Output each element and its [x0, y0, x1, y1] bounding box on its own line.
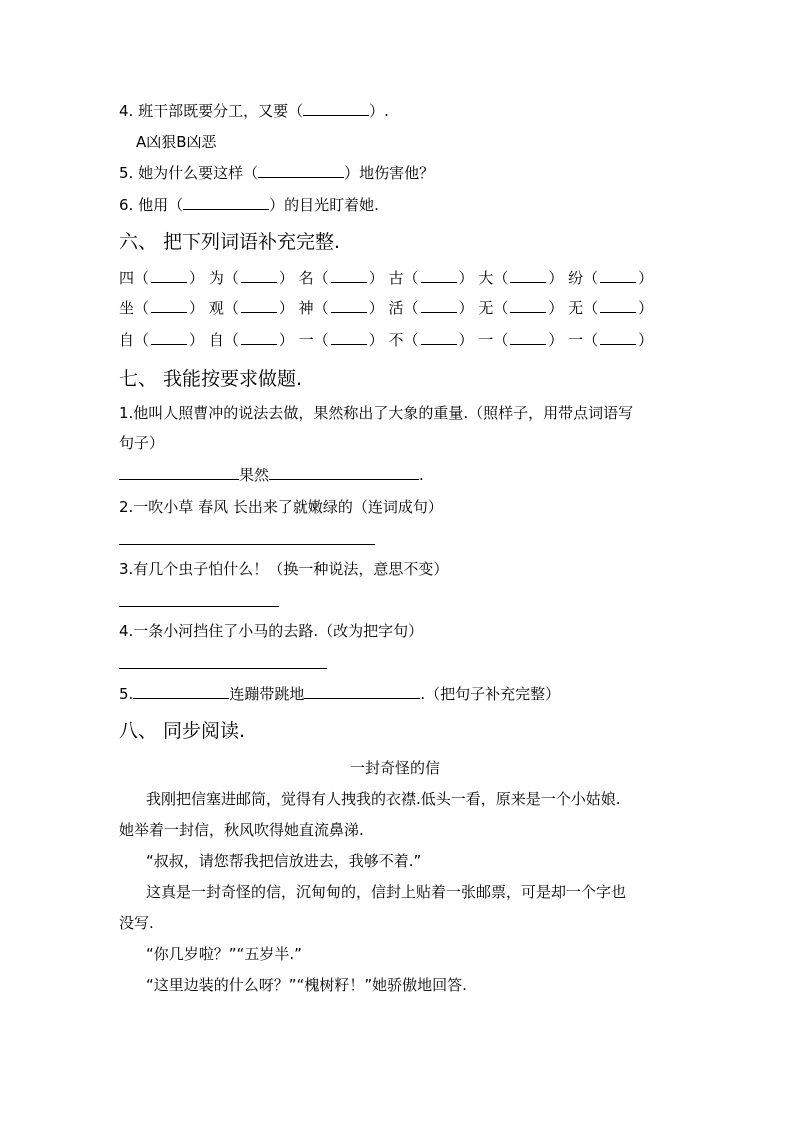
fill-blank[interactable] — [510, 330, 546, 345]
fill-char: 大 — [478, 269, 494, 287]
answer-line[interactable] — [119, 668, 327, 669]
story-p3-line1: 这真是一封奇怪的信，沉甸甸的，信封上贴着一张邮票，可是却一个字也 — [146, 883, 627, 901]
section-8-title: 八、 同步阅读. — [119, 720, 246, 742]
s7-item1-mid: 果然 — [239, 466, 270, 484]
q6-text-before: 6. 他用（ — [119, 196, 184, 214]
s7-item1-line1: 1.他叫人照曹冲的说法去做，果然称出了大象的重量.（照样子，用带点词语写 — [119, 404, 634, 422]
paren-close: ） — [458, 331, 474, 349]
paren-open: （ — [493, 299, 509, 317]
fill-char: 坐 — [119, 299, 135, 317]
fill-row-3 — [119, 330, 653, 350]
paren-open: （ — [493, 269, 509, 287]
section-7-title: 七、 我能按要求做题. — [119, 368, 303, 390]
paren-close: ） — [189, 331, 205, 349]
paren-open: （ — [583, 331, 599, 349]
paren-open: （ — [134, 299, 150, 317]
s7-item3: 3.有几个虫子怕什么！（换一种说法，意思不变） — [119, 560, 449, 578]
answer-line[interactable] — [119, 544, 375, 545]
fill-blank[interactable] — [510, 268, 546, 283]
paren-open: （ — [583, 269, 599, 287]
paren-close: ） — [368, 269, 384, 287]
fill-char: 为 — [208, 269, 224, 287]
q5-text-after: ）地伤害他？ — [344, 164, 435, 182]
s7-item4: 4.一条小河挡住了小马的去路.（改为把字句） — [119, 622, 424, 640]
fill-char: 神 — [298, 299, 314, 317]
fill-char: 一 — [568, 331, 584, 349]
fill-blank[interactable] — [151, 330, 187, 345]
paren-open: （ — [223, 269, 239, 287]
fill-blank[interactable] — [421, 268, 457, 283]
paren-close: ） — [458, 299, 474, 317]
q6-text-after: ）的目光盯着她. — [269, 196, 379, 214]
paren-open: （ — [403, 269, 419, 287]
paren-close: ） — [189, 269, 205, 287]
story-p3-line2: 没写. — [119, 914, 154, 932]
story-p5: “这里边装的什么呀？”“槐树籽！”她骄傲地回答. — [146, 976, 467, 994]
fill-char: 无 — [568, 299, 584, 317]
fill-char: 自 — [119, 331, 135, 349]
story-title: 一封奇怪的信 — [350, 759, 441, 777]
paren-close: ） — [278, 299, 294, 317]
s7-item1-line2: 句子） — [119, 434, 165, 452]
answer-blank[interactable] — [119, 465, 239, 480]
s7-item1-answer — [119, 465, 424, 485]
paren-open: （ — [134, 269, 150, 287]
paren-close: ） — [278, 331, 294, 349]
fill-char: 自 — [208, 331, 224, 349]
fill-blank[interactable] — [421, 330, 457, 345]
fill-char: 纷 — [568, 269, 584, 287]
paren-close: ） — [368, 299, 384, 317]
answer-line[interactable] — [119, 606, 279, 607]
fill-row-2 — [119, 298, 653, 318]
fill-blank[interactable] — [331, 330, 367, 345]
question-4 — [119, 101, 389, 121]
question-5 — [119, 163, 434, 183]
paren-close: ） — [548, 331, 564, 349]
paren-close: ） — [368, 331, 384, 349]
q5-text-before: 5. 她为什么要这样（ — [119, 164, 259, 182]
fill-blank[interactable] — [151, 298, 187, 313]
q5-answer-blank[interactable] — [258, 163, 344, 178]
paren-close: ） — [189, 299, 205, 317]
paren-open: （ — [403, 331, 419, 349]
q4-options: A凶狠B凶恶 — [136, 133, 217, 151]
paren-close: ） — [548, 299, 564, 317]
s7-item1-end: . — [419, 466, 424, 484]
fill-blank[interactable] — [241, 298, 277, 313]
fill-blank[interactable] — [600, 330, 636, 345]
question-6 — [119, 195, 379, 215]
fill-blank[interactable] — [151, 268, 187, 283]
paren-open: （ — [403, 299, 419, 317]
story-p4: “你几岁啦？”“五岁半.” — [146, 945, 302, 963]
fill-blank[interactable] — [331, 268, 367, 283]
fill-char: 名 — [298, 269, 314, 287]
paren-open: （ — [223, 299, 239, 317]
paren-open: （ — [313, 331, 329, 349]
paren-open: （ — [493, 331, 509, 349]
paren-close: ） — [638, 299, 654, 317]
fill-char: 观 — [208, 299, 224, 317]
story-p1-line1: 我刚把信塞进邮筒，觉得有人拽我的衣襟.低头一看，原来是一个小姑娘. — [146, 790, 621, 808]
paren-close: ） — [548, 269, 564, 287]
fill-row-1 — [119, 268, 653, 288]
story-p2: “叔叔，请您帮我把信放进去，我够不着.” — [146, 852, 422, 870]
q4-text-before: 4. 班干部既要分工，又要（ — [119, 102, 304, 120]
fill-blank[interactable] — [241, 268, 277, 283]
fill-blank[interactable] — [241, 330, 277, 345]
fill-blank[interactable] — [600, 298, 636, 313]
q4-answer-blank[interactable] — [303, 101, 369, 116]
fill-blank[interactable] — [421, 298, 457, 313]
fill-blank[interactable] — [331, 298, 367, 313]
fill-char: 一 — [298, 331, 314, 349]
fill-char: 一 — [478, 331, 494, 349]
answer-blank[interactable] — [133, 684, 229, 699]
paren-open: （ — [134, 331, 150, 349]
paren-open: （ — [223, 331, 239, 349]
fill-blank[interactable] — [510, 298, 546, 313]
fill-blank[interactable] — [600, 268, 636, 283]
answer-blank[interactable] — [269, 465, 419, 480]
s7-item2: 2.一吹小草 春风 长出来了就嫩绿的（连词成句） — [119, 498, 443, 516]
paren-close: ） — [638, 269, 654, 287]
fill-char: 无 — [478, 299, 494, 317]
s7-item5-end: .（把句子补充完整） — [420, 685, 561, 703]
answer-blank[interactable] — [304, 684, 420, 699]
paren-close: ） — [638, 331, 654, 349]
s7-item5-mid: 连蹦带跳地 — [229, 685, 305, 703]
paren-close: ） — [458, 269, 474, 287]
fill-char: 活 — [388, 299, 404, 317]
fill-char: 古 — [388, 269, 404, 287]
q4-text-after: ）. — [369, 102, 389, 120]
fill-char: 四 — [119, 269, 135, 287]
paren-open: （ — [583, 299, 599, 317]
paren-close: ） — [278, 269, 294, 287]
story-p1-line2: 她举着一封信，秋风吹得她直流鼻涕. — [119, 821, 364, 839]
s7-item5-start: 5. — [119, 685, 134, 703]
s7-item5 — [119, 684, 560, 704]
section-6-title: 六、 把下列词语补充完整. — [119, 231, 341, 253]
paren-open: （ — [313, 269, 329, 287]
fill-char: 不 — [388, 331, 404, 349]
paren-open: （ — [313, 299, 329, 317]
q6-answer-blank[interactable] — [183, 195, 269, 210]
